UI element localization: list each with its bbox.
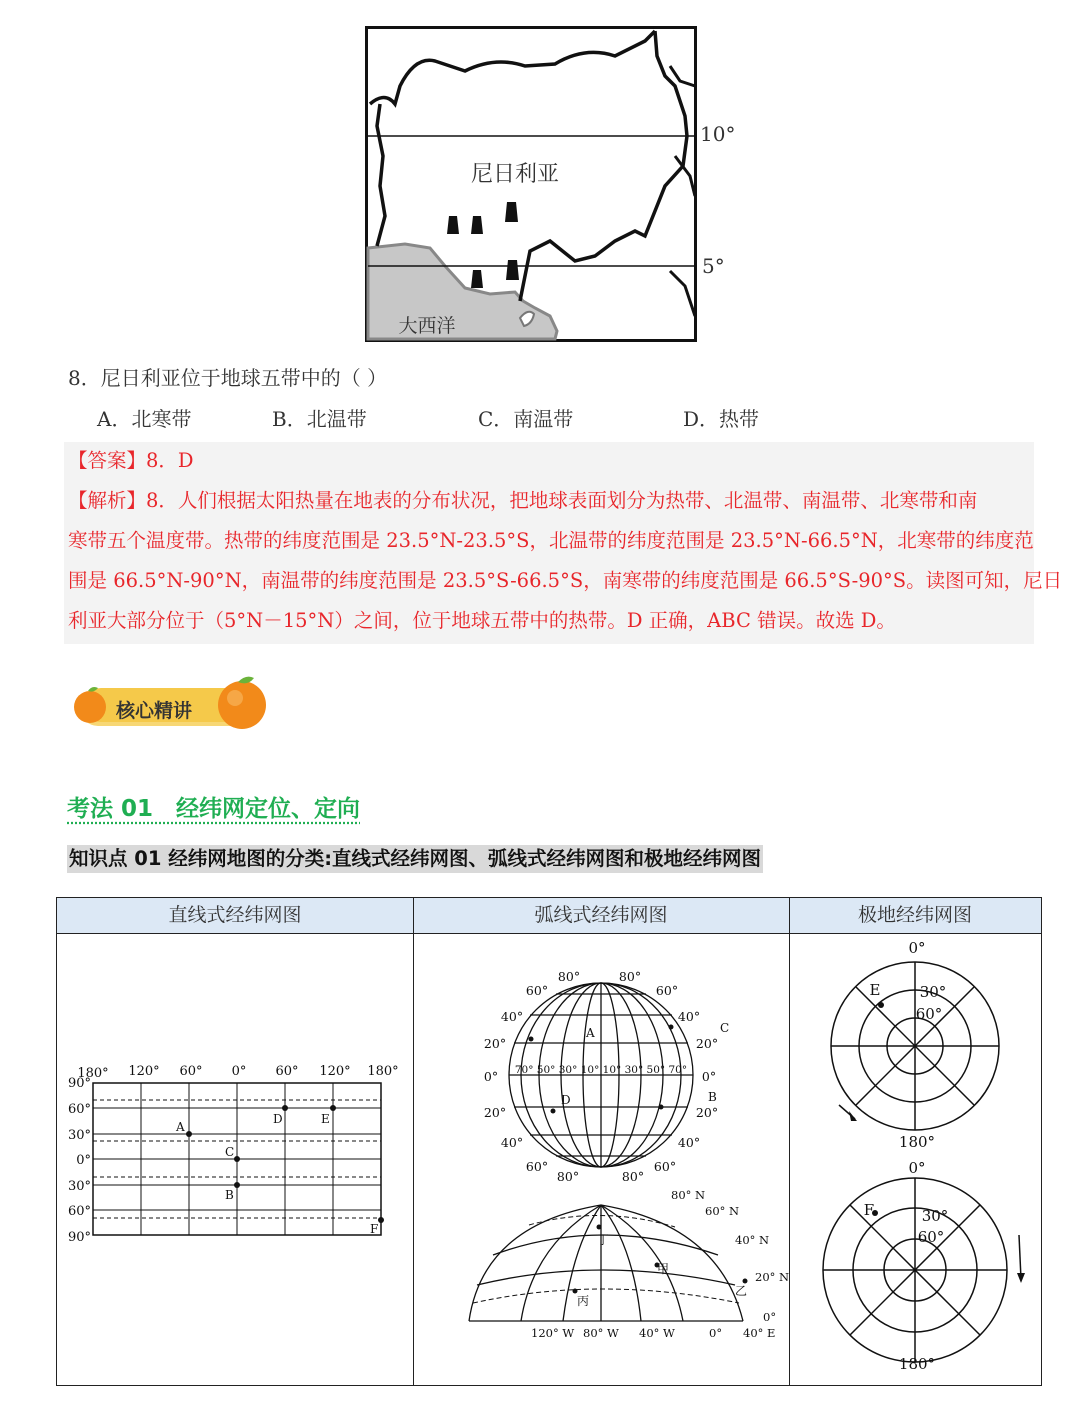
svg-text:0°: 0° (483, 1069, 499, 1084)
country-label: 尼日利亚 (470, 162, 560, 187)
straight-grid-map (57, 935, 413, 1385)
svg-text:C: C (720, 1021, 730, 1035)
svg-text:80°: 80° (556, 1169, 580, 1184)
svg-text:乙: 乙 (735, 1284, 748, 1298)
svg-text:180°: 180° (898, 1133, 936, 1151)
knowledge-title: 知识点 01 经纬网地图的分类:直线式经纬网图、弧线式经纬网图和极地经纬网图 (67, 845, 763, 873)
map-type-table (56, 897, 1042, 1386)
svg-text:丁: 丁 (597, 1233, 610, 1247)
svg-text:30°: 30° (67, 1128, 91, 1143)
svg-text:60°: 60° (67, 1204, 91, 1219)
svg-text:60°: 60° (67, 1102, 91, 1117)
svg-text:30°: 30° (67, 1179, 91, 1194)
point-a: A (176, 1120, 185, 1134)
section-title: 考法 01 经纬网定位、定向 (67, 796, 361, 822)
point-d: D (273, 1112, 283, 1126)
option-c: C．南温带 (478, 407, 574, 431)
svg-text:B: B (708, 1090, 717, 1104)
svg-text:0°: 0° (908, 939, 926, 957)
svg-text:0°: 0° (701, 1069, 717, 1084)
svg-text:甲: 甲 (657, 1262, 670, 1276)
svg-text:E: E (869, 981, 881, 999)
core-badge (70, 674, 270, 734)
polar-maps (789, 935, 1041, 1385)
option-a: A．北寒带 (97, 407, 192, 431)
svg-text:0°: 0° (908, 1159, 926, 1177)
ocean-label: 大西洋 (398, 315, 456, 337)
svg-text:90°: 90° (67, 1076, 91, 1091)
analysis-tag: 【解析】 (68, 489, 147, 512)
svg-text:30°: 30° (919, 983, 947, 1001)
analysis-line-1: 【解析】8．人们根据太阳热量在地表的分布状况，把地球表面划分为热带、北温带、南温带、北寒带和南 (68, 489, 978, 512)
svg-text:40° W: 40° W (639, 1326, 675, 1340)
svg-text:120°: 120° (319, 1064, 351, 1079)
answer-tag: 【答案】 (68, 449, 147, 472)
svg-text:0°: 0° (231, 1064, 247, 1079)
point-f: F (370, 1222, 379, 1236)
header-straight: 直线式经纬网图 (57, 898, 413, 934)
svg-text:40°: 40° (677, 1009, 701, 1024)
svg-text:40° N: 40° N (735, 1233, 770, 1247)
svg-text:丙: 丙 (577, 1294, 590, 1308)
svg-text:0°: 0° (763, 1310, 777, 1324)
svg-text:60°: 60° (915, 1005, 943, 1023)
svg-text:40°: 40° (500, 1135, 524, 1150)
svg-text:F: F (863, 1201, 875, 1219)
svg-text:20°: 20° (695, 1036, 719, 1051)
answer-box (64, 442, 1063, 644)
svg-text:60°: 60° (653, 1159, 677, 1174)
header-arc: 弧线式经纬网图 (413, 898, 789, 934)
svg-text:20° N: 20° N (755, 1270, 789, 1284)
svg-text:80°: 80° (621, 1169, 645, 1184)
question-stem: 8．尼日利亚位于地球五带中的（ ） (68, 366, 388, 390)
svg-text:A: A (586, 1026, 595, 1040)
analysis-line-2: 寒带五个温度带。热带的纬度范围是 23.5°N-23.5°S，北温带的纬度范围是 23.5°N-66.5°N，北寒带的纬度范 (68, 529, 1034, 552)
svg-text:20°: 20° (483, 1105, 507, 1120)
lat-10-label: 10° (700, 122, 736, 146)
svg-text:90°: 90° (67, 1230, 91, 1245)
svg-text:60°: 60° (525, 983, 549, 998)
analysis-line-4: 利亚大部分位于（5°N－15°N）之间，位于地球五带中的热带。D 正确，ABC 错误。故选 D。 (68, 609, 896, 632)
answer-line (68, 445, 194, 473)
svg-text:60° N: 60° N (705, 1204, 740, 1218)
analysis-line-3: 围是 66.5°N-90°N，南温带的纬度范围是 23.5°S-66.5°S，南寒带的纬度范围是 66.5°S-90°S。读图可知，尼日 (68, 569, 1063, 592)
svg-text:120° W: 120° W (531, 1326, 575, 1340)
svg-text:80°: 80° (618, 969, 642, 984)
svg-text:60°: 60° (275, 1064, 299, 1079)
svg-text:0°: 0° (76, 1153, 91, 1168)
lat-5-label: 5° (702, 254, 725, 278)
svg-text:60°: 60° (917, 1228, 945, 1246)
option-d: D．热带 (683, 407, 760, 431)
svg-text:40° E: 40° E (743, 1326, 776, 1340)
svg-text:180°: 180° (77, 1066, 109, 1081)
svg-text:D: D (561, 1093, 571, 1107)
header-polar: 极地经纬网图 (789, 898, 1041, 934)
svg-text:80° W: 80° W (583, 1326, 619, 1340)
answer-text: 8．D (146, 449, 194, 472)
point-b: B (225, 1188, 234, 1202)
svg-text:180°: 180° (898, 1355, 936, 1373)
arc-globe-map (413, 935, 789, 1385)
svg-text:0°: 0° (709, 1326, 723, 1340)
svg-text:40°: 40° (500, 1009, 524, 1024)
nigeria-map (365, 26, 736, 342)
svg-text:60°: 60° (179, 1064, 203, 1079)
svg-text:60°: 60° (525, 1159, 549, 1174)
svg-text:30°: 30° (921, 1207, 949, 1225)
svg-text:180°: 180° (367, 1064, 399, 1079)
svg-text:80°: 80° (557, 969, 581, 984)
svg-text:60°: 60° (655, 983, 679, 998)
svg-text:20°: 20° (483, 1036, 507, 1051)
badge-label: 核心精讲 (116, 700, 193, 722)
svg-text:40°: 40° (677, 1135, 701, 1150)
svg-text:120°: 120° (128, 1064, 160, 1079)
svg-text:80° N: 80° N (671, 1188, 706, 1202)
point-c: C (225, 1145, 235, 1159)
svg-text:20°: 20° (695, 1105, 719, 1120)
option-b: B．北温带 (272, 407, 367, 431)
svg-text:70° 50° 30° 10° 10° 30° 50° 70: 70° 50° 30° 10° 10° 30° 50° 70° (514, 1064, 688, 1076)
point-e: E (321, 1112, 330, 1126)
